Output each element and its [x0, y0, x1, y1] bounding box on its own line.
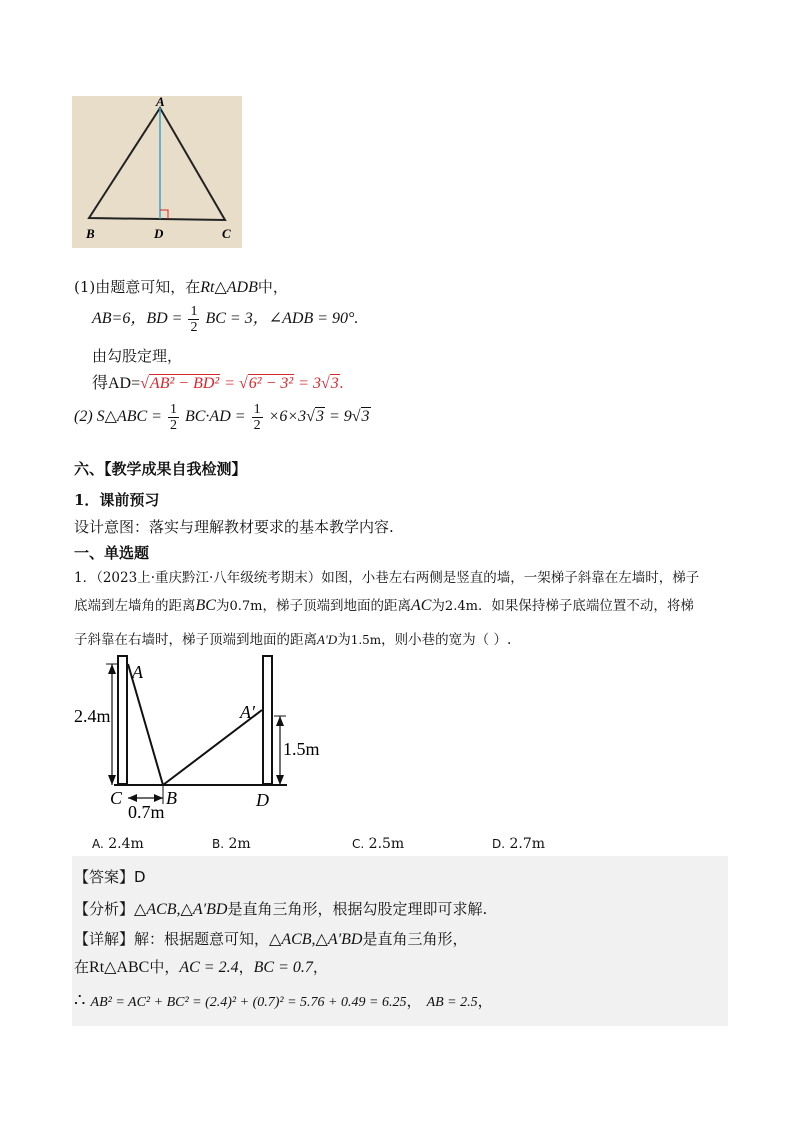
- line4-formula: √AB² − BD² = √6² − 3² = 3√3.: [140, 375, 344, 392]
- solution-line-3: 由勾股定理，: [92, 347, 183, 365]
- line4-prefix: 得AD=: [92, 375, 141, 392]
- part2-c: ×6×3: [268, 408, 307, 426]
- part2-frac-1: [168, 402, 179, 433]
- solution-line-2: [92, 304, 358, 335]
- q3-b: 为: [337, 632, 351, 648]
- q3-ad: A′D: [317, 632, 338, 647]
- q2-b: 为: [215, 598, 230, 614]
- detail-tag: 【详解】: [74, 930, 135, 948]
- detail2-d: ，: [238, 958, 254, 976]
- eq-1: =: [220, 375, 239, 392]
- ladder-left: [128, 664, 163, 785]
- q3-a: 子斜靠在右墙时，梯子顶端到地面的距离: [74, 632, 317, 648]
- arrow-up-left: [108, 664, 116, 674]
- q3-c: ，则小巷的宽为（ ）.: [381, 632, 512, 648]
- option-a-letter: A.: [92, 837, 104, 851]
- detail-line-3: [74, 990, 493, 1011]
- fig2-dim-bottom: 0.7m: [128, 802, 165, 822]
- left-wall: [118, 656, 127, 784]
- arrow-up-right: [276, 716, 284, 726]
- solution-line-1: [74, 276, 288, 297]
- arrow-down-right: [276, 775, 284, 785]
- option-b[interactable]: [212, 836, 251, 852]
- arrow-right-bottom: [154, 794, 163, 802]
- option-a-value: 2.4m: [108, 836, 144, 852]
- design-intent: 设计意图：落实与理解教材要求的基本教学内容.: [74, 518, 394, 536]
- solution-intro: (1)由题意可知，在: [74, 278, 201, 296]
- q2-v2: 2.4m: [444, 599, 478, 614]
- label-a: A: [156, 94, 165, 109]
- fraction-half: [188, 304, 199, 335]
- fig2-dim-left: 2.4m: [74, 706, 111, 726]
- answer-line: [74, 866, 146, 887]
- label-d: D: [154, 226, 164, 241]
- fig2-label-a-prime: A′: [240, 702, 255, 722]
- detail3-sep: ，: [406, 992, 422, 1010]
- part2-b: BC·AD =: [184, 408, 246, 426]
- option-c-value: 2.5m: [368, 836, 405, 852]
- eq-2: = 3: [294, 375, 321, 392]
- detail-line-2: [74, 956, 328, 977]
- fig2-dim-right: 1.5m: [283, 739, 320, 759]
- subsection-heading: 1．课前预习: [74, 491, 160, 509]
- q2-a: 底端到左墙角的距离: [74, 598, 196, 614]
- q2-v1: 0.7m: [229, 599, 263, 614]
- part2-d-root: 3: [361, 408, 370, 426]
- triangle-abc: [89, 108, 225, 220]
- solution-triangle: Rt△ADB: [200, 279, 258, 296]
- detail3-end: ，: [477, 992, 493, 1010]
- detail2-a: 在: [74, 958, 90, 976]
- option-d-value: 2.7m: [509, 836, 546, 852]
- detail-text-2: 是直角三角形，: [362, 930, 468, 948]
- solution-suffix: 中，: [257, 278, 288, 296]
- fig2-label-a: A: [132, 662, 143, 682]
- arrow-down-left: [108, 775, 116, 785]
- option-c-letter: C.: [352, 837, 365, 851]
- detail3-result: AB = 2.5: [426, 995, 478, 1010]
- fig2-label-c: C: [110, 788, 123, 808]
- solution-part-2: (2) S△ABC = $\frac{1}{2}$ BC·AD = $\frac{1}{2}$ ×6×3√3 = 9√3: [74, 402, 370, 433]
- detail2-tri: Rt△ABC: [89, 959, 150, 976]
- q2-c: ，梯子顶端到地面的距离: [262, 598, 411, 614]
- period: .: [339, 375, 344, 392]
- part2-c-root: 3: [315, 408, 324, 426]
- option-c[interactable]: [352, 836, 404, 852]
- detail2-e: BC = 0.7: [253, 959, 313, 976]
- part2-frac-2: [252, 402, 263, 433]
- question-type: 一、单选题: [74, 544, 150, 562]
- part2-a: (2) S△ABC =: [74, 408, 162, 426]
- line2-b: BC = 3，∠ADB = 90°.: [205, 310, 359, 328]
- detail2-f: ，: [312, 958, 328, 976]
- option-b-letter: B.: [212, 837, 225, 851]
- analysis-tag: 【分析】: [74, 900, 135, 918]
- option-b-value: 2m: [228, 836, 251, 852]
- frac-num: 1: [190, 304, 198, 319]
- frac1-den: 2: [169, 418, 177, 433]
- detail-text-1: 解：根据题意可知，: [134, 930, 270, 948]
- ladder-figure: [72, 652, 320, 822]
- label-c: C: [222, 226, 231, 241]
- analysis-math: △ACB,△A′BD: [134, 901, 228, 918]
- q2-d: 为: [431, 598, 445, 614]
- triangle-figure: [72, 96, 242, 248]
- question-line-1: 1．（2023上·重庆黔江·八年级统考期末）如图，小巷左右两侧是竖直的墙，一架梯子斜靠在左墙时，梯子: [74, 570, 700, 586]
- fig2-label-b: B: [166, 788, 177, 808]
- q3-v: 1.5m: [350, 633, 382, 647]
- question-line-2: [74, 594, 694, 615]
- solution-line-4: [92, 370, 344, 393]
- sqrt-2: 6² − 3²: [248, 375, 294, 392]
- frac2-num: 1: [253, 402, 261, 417]
- q2-ac: AC: [410, 597, 432, 614]
- detail-line-1: [74, 928, 467, 949]
- q2-bc: BC: [195, 597, 216, 614]
- option-d-letter: D.: [492, 837, 506, 851]
- part2-d: = 9: [324, 408, 352, 426]
- therefore-symbol: ∴: [74, 990, 86, 1011]
- detail3-formula: AB² = AC² + BC² = (2.4)² + (0.7)² = 5.76 + 0.49 = 6.25: [90, 995, 407, 1010]
- option-a[interactable]: [92, 836, 144, 852]
- sqrt-3: 3: [330, 375, 339, 392]
- arrow-left-bottom: [128, 794, 137, 802]
- detail2-b: 中，: [149, 958, 180, 976]
- analysis-text: 是直角三角形，根据勾股定理即可求解.: [227, 900, 488, 918]
- analysis-line: [74, 898, 487, 919]
- frac-den: 2: [190, 320, 198, 335]
- line2-a: AB=6，BD =: [92, 310, 183, 328]
- answer-tag: 【答案】: [74, 868, 135, 886]
- right-wall: [263, 656, 272, 784]
- detail2-c: AC = 2.4: [179, 959, 239, 976]
- option-d[interactable]: [492, 836, 545, 852]
- triangle-diagram: [72, 96, 242, 248]
- right-angle-mark: [160, 210, 168, 219]
- label-b: B: [86, 226, 95, 241]
- detail-math: △ACB,△A′BD: [269, 931, 363, 948]
- section-heading: 六、【教学成果自我检测】: [74, 460, 247, 478]
- answer-value: D: [134, 868, 146, 886]
- frac1-num: 1: [169, 402, 177, 417]
- frac2-den: 2: [253, 418, 261, 433]
- sqrt-1: AB² − BD²: [149, 375, 220, 392]
- question-line-3: [74, 628, 511, 648]
- fig2-label-d: D: [256, 790, 269, 810]
- q2-e: ．如果保持梯子底端位置不动，将梯: [477, 598, 694, 614]
